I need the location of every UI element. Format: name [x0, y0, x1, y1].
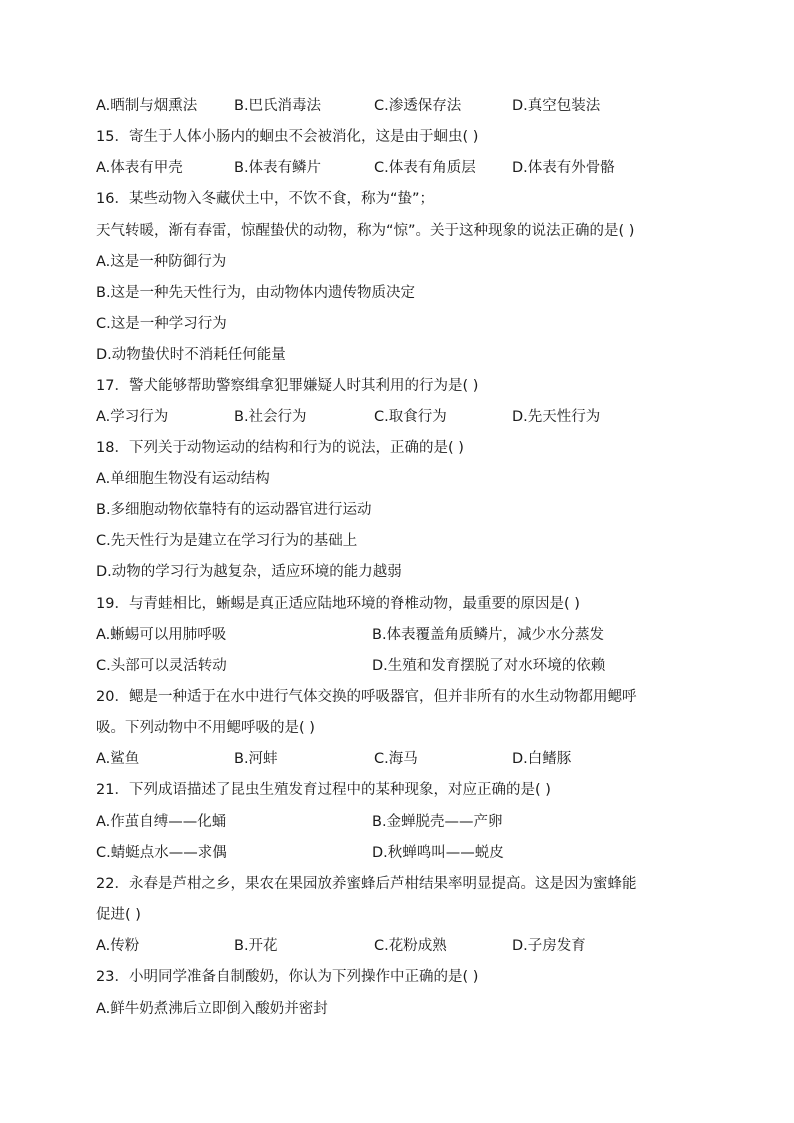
- q22-option-a: A.传粉: [96, 938, 140, 954]
- q14-option-a: A.晒制与烟熏法: [96, 98, 198, 114]
- q19-option-b: B.体表覆盖角质鳞片，减少水分蒸发: [372, 627, 605, 643]
- q20-option-c: C.海马: [374, 751, 418, 767]
- q17-option-a: A.学习行为: [96, 409, 169, 425]
- q17-option-c: C.取食行为: [374, 409, 447, 425]
- q14-option-d: D.真空包装法: [512, 98, 601, 114]
- q16-option-b: B.这是一种先天性行为，由动物体内遗传物质决定: [96, 285, 416, 301]
- q16-option-d: D.动物蛰伏时不消耗任何能量: [96, 347, 286, 363]
- q20-option-b: B.河蚌: [234, 751, 278, 767]
- q21-option-a: A.作茧自缚——化蛹: [96, 814, 227, 830]
- q22-option-b: B.开花: [234, 938, 278, 954]
- q15-option-a: A.体表有甲壳: [96, 160, 183, 176]
- q19-option-a: A.蜥蜴可以用肺呼吸: [96, 627, 227, 643]
- q18-option-d: D.动物的学习行为越复杂，适应环境的能力越弱: [96, 564, 402, 580]
- q21-stem: 21．下列成语描述了昆虫生殖发育过程中的某种现象，对应正确的是( ): [96, 782, 551, 798]
- q15-stem: 15．寄生于人体小肠内的蛔虫不会被消化，这是由于蛔虫( ): [96, 129, 479, 145]
- q18-stem: 18．下列关于动物运动的结构和行为的说法，正确的是( ): [96, 440, 464, 456]
- q22-stem-line2: 促进( ): [96, 907, 141, 923]
- q15-option-b: B.体表有鳞片: [234, 160, 322, 176]
- q18-option-b: B.多细胞动物依靠特有的运动器官进行运动: [96, 502, 372, 518]
- q22-stem-line1: 22．永春是芦柑之乡，果农在果园放养蜜蜂后芦柑结果率明显提高。这是因为蜜蜂能: [96, 876, 637, 892]
- q21-option-d: D.秋蝉鸣叫——蜕皮: [372, 845, 504, 861]
- q20-option-d: D.白鳍豚: [512, 751, 572, 767]
- q18-option-c: C.先天性行为是建立在学习行为的基础上: [96, 533, 358, 549]
- q19-option-d: D.生殖和发育摆脱了对水环境的依赖: [372, 658, 606, 674]
- q19-stem: 19．与青蛙相比，蜥蜴是真正适应陆地环境的脊椎动物，最重要的原因是( ): [96, 596, 580, 612]
- q21-option-b: B.金蝉脱壳——产卵: [372, 814, 503, 830]
- q17-option-b: B.社会行为: [234, 409, 307, 425]
- q14-option-c: C.渗透保存法: [374, 98, 462, 114]
- q14-option-b: B.巴氏消毒法: [234, 98, 322, 114]
- q19-option-c: C.头部可以灵活转动: [96, 658, 227, 674]
- q22-option-d: D.子房发育: [512, 938, 586, 954]
- q15-option-d: D.体表有外骨骼: [512, 160, 615, 176]
- q23-option-a: A.鲜牛奶煮沸后立即倒入酸奶并密封: [96, 1001, 328, 1017]
- q20-option-a: A.鲨鱼: [96, 751, 140, 767]
- q17-stem: 17．警犬能够帮助警察缉拿犯罪嫌疑人时其利用的行为是( ): [96, 378, 479, 394]
- q17-option-d: D.先天性行为: [512, 409, 601, 425]
- q21-option-c: C.蜻蜓点水——求偶: [96, 845, 227, 861]
- q18-option-a: A.单细胞生物没有运动结构: [96, 471, 270, 487]
- q16-stem-line1: 16．某些动物入冬藏伏土中，不饮不食，称为“蛰”；: [96, 191, 434, 207]
- q20-stem-line1: 20．鳃是一种适于在水中进行气体交换的呼吸器官，但并非所有的水生动物都用鳃呼: [96, 689, 637, 705]
- q16-option-a: A.这是一种防御行为: [96, 254, 227, 270]
- q16-option-c: C.这是一种学习行为: [96, 316, 227, 332]
- q15-option-c: C.体表有角质层: [374, 160, 476, 176]
- q23-stem: 23．小明同学准备自制酸奶，你认为下列操作中正确的是( ): [96, 969, 479, 985]
- q20-stem-line2: 吸。下列动物中不用鳃呼吸的是( ): [96, 720, 315, 736]
- q22-option-c: C.花粉成熟: [374, 938, 447, 954]
- q16-stem-line2: 天气转暖，渐有春雷，惊醒蛰伏的动物，称为“惊”。关于这种现象的说法正确的是( ): [96, 223, 635, 239]
